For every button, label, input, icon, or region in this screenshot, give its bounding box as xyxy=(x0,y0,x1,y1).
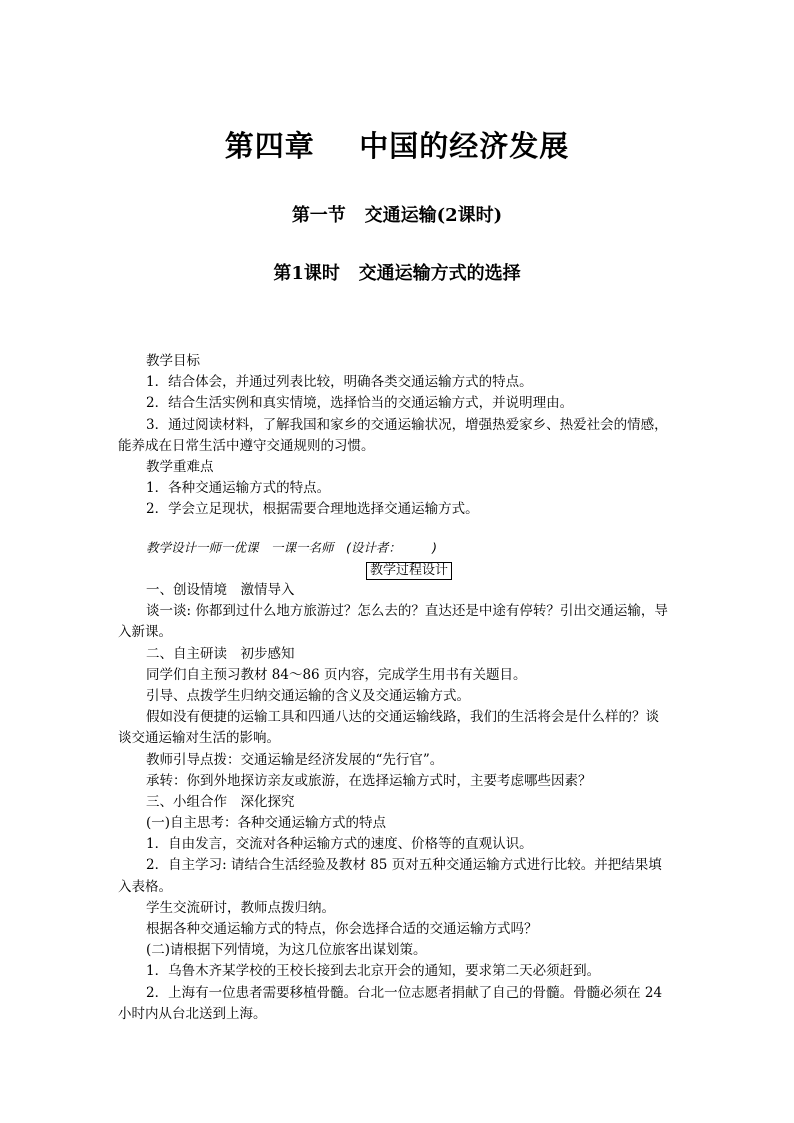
paragraph: 1．乌鲁木齐某学校的王校长接到去北京开会的通知，要求第二天必须赶到。 xyxy=(146,963,601,980)
key-point-item: 2．学会立足现状，根据需要合理地选择交通运输方式。 xyxy=(146,501,479,518)
lesson-number: 第1课时 xyxy=(273,263,340,284)
goal-item: 3．通过阅读材料，了解我国和家乡的交通运输状况，增强热爱家乡、热爱社会的情感， xyxy=(146,416,668,433)
paragraph-continued: 谈交通运输对生活的影响。 xyxy=(118,730,280,747)
goal-item-continued: 能养成在日常生活中遵守交通规则的习惯。 xyxy=(118,437,375,454)
key-points-heading: 教学重难点 xyxy=(146,458,214,475)
paragraph: 1．自由发言，交流对各种运输方式的速度、价格等的直观认识。 xyxy=(146,836,533,853)
paragraph: 谈一谈: 你都到过什么地方旅游过？怎么去的？直达还是中途有停转？引出交通运输，导 xyxy=(146,603,668,620)
process-box xyxy=(0,562,794,580)
goals-section xyxy=(118,351,676,521)
process-heading: 一、创设情境 激情导入 xyxy=(146,582,295,598)
design-credit-line: 教学设计一师一优课 一课一名师 (设计者： ) xyxy=(146,540,438,555)
key-point-item: 1．各种交通运输方式的特点。 xyxy=(146,480,331,497)
paragraph: (一)自主思考：各种交通运输方式的特点 xyxy=(146,815,387,832)
chapter-number: 第四章 xyxy=(224,129,315,163)
paragraph: 引导、点拨学生归纳交通运输的含义及交通运输方式。 xyxy=(146,687,470,704)
paragraph-continued: 入表格。 xyxy=(118,878,172,895)
goal-item: 2．结合生活实例和真实情境，选择恰当的交通运输方式，并说明理由。 xyxy=(146,395,574,412)
chapter-title xyxy=(0,124,794,165)
paragraph: 假如没有便捷的运输工具和四通八达的交通运输线路，我们的生活将会是什么样的？谈 xyxy=(146,709,659,726)
paragraph: 根据各种交通运输方式的特点，你会选择合适的交通运输方式吗？ xyxy=(146,921,538,937)
section-number: 第一节 xyxy=(291,205,346,226)
paragraph: 学生交流研讨，教师点拨归纳。 xyxy=(146,899,335,916)
paragraph: 同学们自主预习教材 84～86 页内容，完成学生用书有关题目。 xyxy=(146,666,527,683)
goals-heading: 教学目标 xyxy=(146,353,200,369)
paragraph: 承转：你到外地探访亲友或旅游，在选择运输方式时，主要考虑哪些因素？ xyxy=(146,772,592,789)
process-box-label: 教学过程设计 xyxy=(366,562,452,580)
section-name: 交通运输(2课时) xyxy=(364,205,503,226)
paragraph-continued: 小时内从台北送到上海。 xyxy=(118,1005,267,1022)
lesson-title xyxy=(0,259,794,285)
process-section xyxy=(118,580,676,1025)
paragraph: 教师引导点拨：交通运输是经济发展的“先行官”。 xyxy=(146,751,444,768)
goal-item: 1．结合体会，并通过列表比较，明确各类交通运输方式的特点。 xyxy=(146,374,533,391)
paragraph: 2．自主学习: 请结合生活经验及教材 85 页对五种交通运输方式进行比较。并把结果填 xyxy=(146,857,662,874)
section-title xyxy=(0,201,794,227)
process-heading: 二、自主研读 初步感知 xyxy=(146,645,295,662)
paragraph: 2．上海有一位患者需要移植骨髓。台北一位志愿者捐献了自己的骨髓。骨髓必须在 24 xyxy=(146,984,663,1001)
paragraph: (二)请根据下列情境，为这几位旅客出谋划策。 xyxy=(146,942,427,959)
paragraph-continued: 入新课。 xyxy=(118,624,172,641)
chapter-name: 中国的经济发展 xyxy=(359,129,570,163)
process-heading: 三、小组合作 深化探究 xyxy=(146,793,295,810)
lesson-name: 交通运输方式的选择 xyxy=(358,263,521,284)
